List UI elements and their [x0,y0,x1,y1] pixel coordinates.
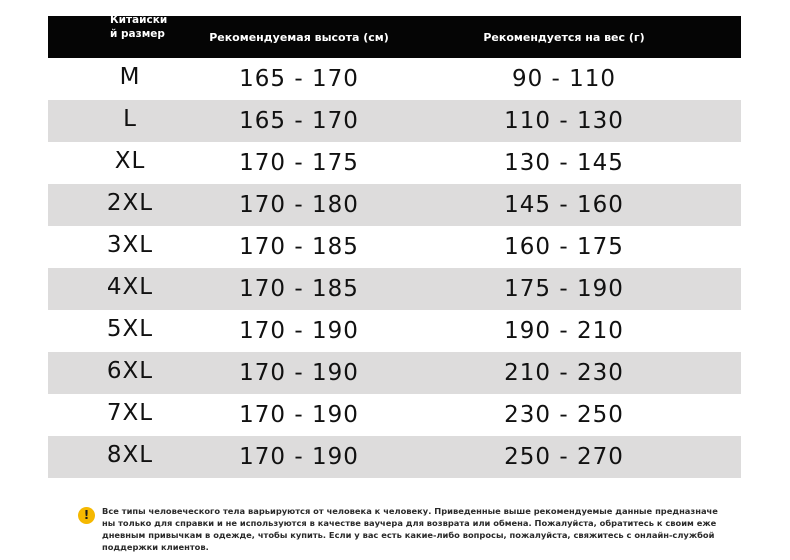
table-row [48,226,741,268]
size-cell: 6XL [106,358,154,384]
weight-cell: 175 - 190 [504,276,624,302]
table-row [48,310,741,352]
header-size-cell [48,16,178,58]
size-cell: 7XL [106,400,154,426]
height-cell: 170 - 190 [239,360,359,386]
size-cell: XL [114,148,146,174]
height-cell: 170 - 190 [239,444,359,470]
size-cell: M [119,64,141,90]
header-weight-label: Рекомендуется на вес (г) [483,30,645,44]
height-cell: 165 - 170 [239,108,359,134]
weight-cell: 130 - 145 [504,150,624,176]
table-row [48,100,741,142]
height-cell: 170 - 185 [239,234,359,260]
weight-cell: 230 - 250 [504,402,624,428]
table-row [48,268,741,310]
disclaimer-note [78,505,738,553]
weight-cell: 250 - 270 [504,444,624,470]
table-body [48,58,741,478]
height-cell: 165 - 170 [239,66,359,92]
size-cell: 5XL [106,316,154,342]
table-row [48,142,741,184]
size-cell: 8XL [106,442,154,468]
size-chart-table [48,16,741,478]
size-cell: 3XL [106,232,154,258]
table-row [48,436,741,478]
height-cell: 170 - 190 [239,402,359,428]
weight-cell: 210 - 230 [504,360,624,386]
height-cell: 170 - 175 [239,150,359,176]
size-cell: 2XL [106,190,154,216]
warning-icon: ! [78,507,95,524]
weight-cell: 190 - 210 [504,318,624,344]
table-header [48,16,741,58]
table-row [48,352,741,394]
header-size-label: Китайский размер [110,16,168,40]
size-cell: 4XL [106,274,154,300]
weight-cell: 90 - 110 [511,66,617,92]
weight-cell: 145 - 160 [504,192,624,218]
table-row [48,184,741,226]
height-cell: 170 - 185 [239,276,359,302]
table-row [48,394,741,436]
table-row [48,58,741,100]
disclaimer-text: Все типы человеческого тела варьируются от человека к человеку. Приведенные выше рекомендуемые данные предназначены только для справки и не используются в качестве ваучера для возврата или обмена. Пожалуйста, обратитесь к своим ежедневным привычкам в одежде, чтобы купить. Если у вас есть какие-либо вопросы, пожалуйста, свяжитесь с онлайн-службой поддержки клиентов. [102,506,718,552]
height-cell: 170 - 180 [239,192,359,218]
weight-cell: 160 - 175 [504,234,624,260]
header-height-label: Рекомендуемая высота (см) [209,30,389,44]
size-cell: L [123,106,137,132]
height-cell: 170 - 190 [239,318,359,344]
weight-cell: 110 - 130 [504,108,624,134]
